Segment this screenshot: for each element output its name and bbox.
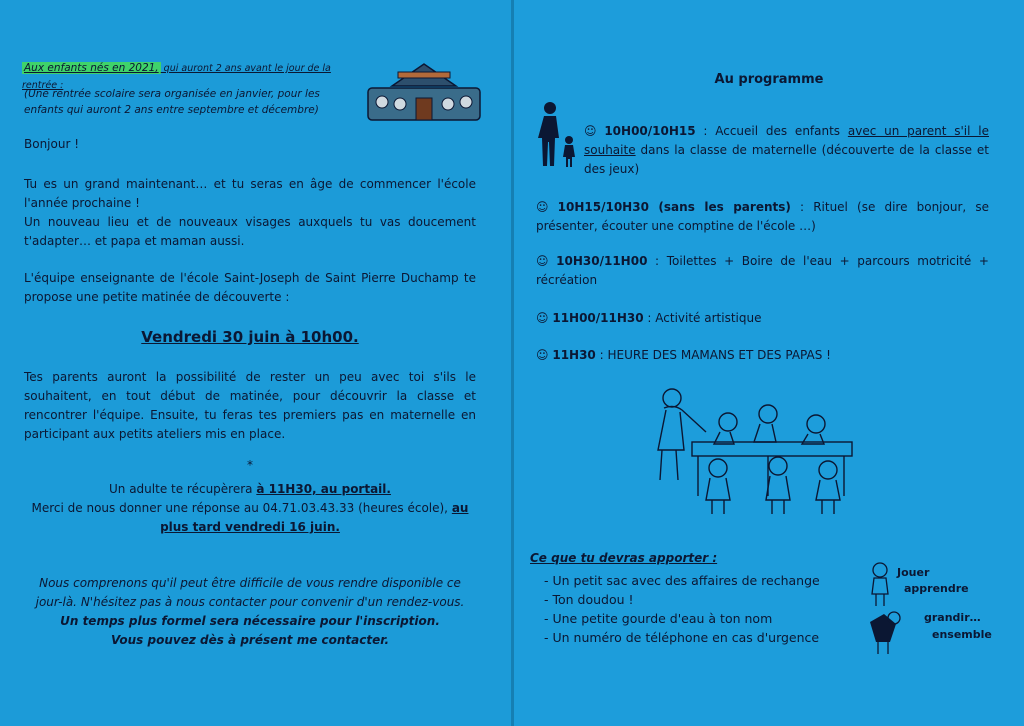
audience-rest: qui auront 2 ans avant le jour de la rentrée : [22, 63, 331, 91]
audience-highlight: Aux enfants nés en 2021, [24, 62, 159, 74]
motto-1: Jouer [897, 566, 930, 579]
reply-deadline-a: au [451, 501, 469, 515]
motto-4: ensemble [932, 628, 992, 641]
list-item: - Un numéro de téléphone en cas d'urgence [544, 628, 864, 647]
pickup-time: à 11H30, au portail. [256, 482, 391, 496]
list-item: - Une petite gourde d'eau à ton nom [544, 609, 864, 628]
smiley-icon: ☺ [584, 124, 597, 138]
children-classroom-illustration [648, 384, 858, 524]
intro-paragraph-2: Un nouveau lieu et de nouveaux visages auxquels tu vas doucement t'adapter… et papa et maman aussi. [24, 215, 476, 248]
bring-title: Ce que tu devras apporter : [530, 551, 718, 565]
closing-registration: Un temps plus formel sera nécessaire pour l'inscription. [60, 614, 440, 628]
smiley-icon: ☺ [536, 311, 549, 325]
reply-line [14, 499, 486, 518]
motto-2: apprendre [904, 582, 969, 595]
list-item: - Ton doudou ! [544, 590, 864, 609]
program-title: Au programme [714, 72, 824, 87]
greeting: Bonjour ! [24, 137, 80, 151]
smiley-icon: ☺ [536, 348, 549, 362]
item-time: 11H30 [552, 348, 596, 362]
motto-3: grandir… [924, 611, 981, 624]
discovery-paragraph: L'équipe enseignante de l'école Saint-Joseph de Saint Pierre Duchamp te propose une petite matinée de découverte : [24, 271, 476, 304]
reply-prefix: Merci de nous donner une réponse au 04.71.03.43.33 (heures école), [31, 501, 452, 515]
item-time: 10H30/11H00 [556, 254, 648, 268]
pickup-prefix: Un adulte te récupèrera [109, 482, 257, 496]
list-item: - Un petit sac avec des affaires de rechange [544, 571, 864, 590]
item-time: 11H00/11H30 [552, 311, 644, 325]
school-house-icon [362, 58, 486, 126]
parents-paragraph: Tes parents auront la possibilité de rester un peu avec toi s'ils le souhaitent, en tout début de matinée, pour découvrir la classe et rencontrer l'équipe. Ensuite, tu feras tes premiers pas en maternelle en participant aux petits ateliers mis en place. [24, 370, 476, 441]
item-time: 10H15/10H30 (sans les parents) [557, 200, 791, 214]
program-item-2: ☺ 10H15/10H30 (sans les parents) : Rituel (se dire bonjour, se présenter, écouter une comptine de l'école …) [536, 200, 989, 233]
pickup-line [24, 480, 476, 499]
item-time: 10H00/10H15 [604, 124, 696, 138]
audience-note: (Une rentrée scolaire sera organisée en janvier, pour les enfants qui auront 2 ans entre septembre et décembre) [24, 88, 320, 116]
program-item-5: ☺ 11H30 : HEURE DES MAMANS ET DES PAPAS ! [536, 348, 831, 362]
parent-child-icon [536, 100, 580, 168]
right-page [514, 0, 1024, 726]
closing-paragraph: Nous comprenons qu'il peut être difficile de vous rendre disponible ce jour-là. N'hésitez pas à nous contacter pour convenir d'un rendez-vous. [35, 576, 465, 609]
program-item-4: ☺ 11H00/11H30 : Activité artistique [536, 311, 762, 325]
separator-star: * [247, 458, 253, 472]
event-date: Vendredi 30 juin à 10h00. [141, 328, 359, 346]
closing-contact: Vous pouvez dès à présent me contacter. [110, 633, 390, 647]
smiley-icon: ☺ [536, 200, 549, 214]
program-item-3: ☺ 10H30/11H00 : Toilettes + Boire de l'eau + parcours motricité + récréation [536, 254, 989, 287]
program-item-1: ☺ 10H00/10H15 : Accueil des enfants avec un parent s'il le souhaite dans la classe de maternelle (découverte de la classe et des jeux) [584, 124, 989, 176]
intro-paragraph-1: Tu es un grand maintenant… et tu seras en âge de commencer l'école l'année prochaine ! [24, 177, 476, 210]
smiley-icon: ☺ [536, 254, 549, 268]
reply-deadline: plus tard vendredi 16 juin. [160, 520, 340, 534]
bring-list [544, 571, 864, 647]
